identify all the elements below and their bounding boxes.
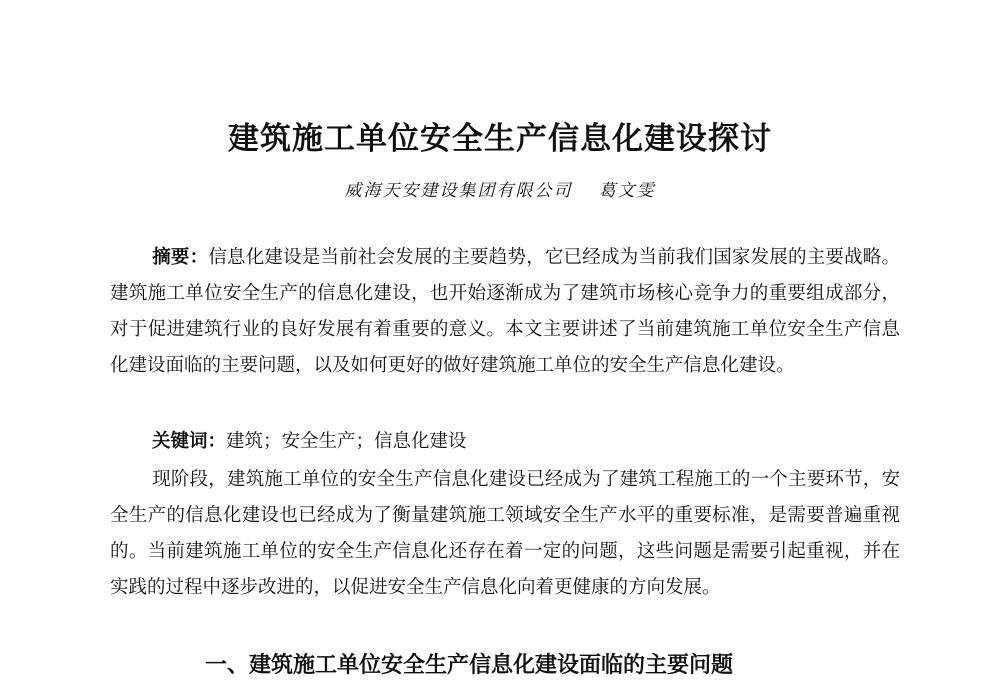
body-paragraph (110, 462, 900, 606)
keywords-label: 关键词： (152, 431, 227, 452)
affiliation: 威海天安建设集团有限公司 (344, 181, 573, 201)
keywords-paragraph (110, 424, 900, 460)
author-line (0, 178, 1000, 204)
abstract-paragraph (110, 240, 900, 384)
abstract-text: 信息化建设是当前社会发展的主要趋势，它已经成为当前我们国家发展的主要战略。建筑施工单位安全生产的信息化建设，也开始逐渐成为了建筑市场核心竞争力的重要组成部分，对于促进建筑行业的良好发展有着重要的意义。本文主要讲述了当前建筑施工单位安全生产信息化建设面临的主要问题，以及如何更好的做好建筑施工单位的安全生产信息化建设。 (110, 247, 900, 376)
document-title: 建筑施工单位安全生产信息化建设探讨 (228, 121, 772, 157)
keywords-text: 建筑；安全生产；信息化建设 (226, 431, 467, 452)
abstract-label: 摘要： (152, 247, 209, 268)
author-name: 葛文雯 (598, 181, 656, 201)
body-paragraph-text: 现阶段，建筑施工单位的安全生产信息化建设已经成为了建筑工程施工的一个主要环节，安全生产的信息化建设也已经成为了衡量建筑施工领域安全生产水平的重要标准，是需要普遍重视的。当前建筑施工单位的安全生产信息化还存在着一定的问题，这些问题是需要引起重视，并在实践的过程中逐步改进的，以促进安全生产信息化向着更健康的方向发展。 (110, 469, 900, 598)
section-heading: 一、建筑施工单位安全生产信息化建设面临的主要问题 (205, 652, 734, 678)
